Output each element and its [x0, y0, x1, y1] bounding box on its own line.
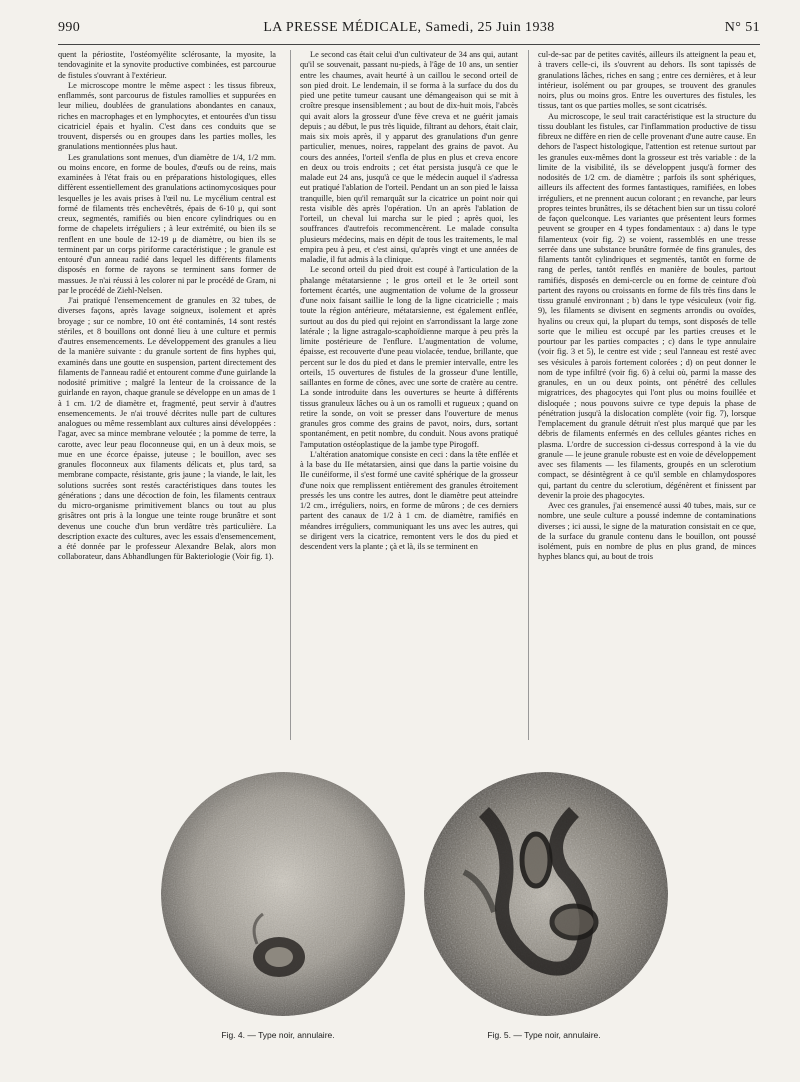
paragraph: Le second orteil du pied droit est coupé à l'articulation de la phalange métatarsienne ; le gros orteil et le 3e orteil sont fortement écartés, une augmentation de volume de la grosseur d'une noix faisant saillie le long de la ligne cicatricielle ; mais toute la région antérieure, métatarsienne, est également enflée, surtout au dos du pied qui rejoint en s'arrondissant la large zone latérale ; la ligne astragalo-scaphoïdienne marque à peu près la limite postérieure de l'enflure. L'augmentation de volume, épaisse, est recouverte d'une peau violacée, tendue, brillante, que percent sur le dos du pied et dans le premier intervalle, entre les orteils, 15 ouvertures de fistules de la grosseur d'une lentille, saillantes en forme de cônes, avec une sorte de cratère au centre. La sonde introduite dans les ouvertures se heurte à différents tissus granuleux lâches ou à un os ramolli et rugueux ; quand on retire la sonde, on voit se presser dans l'ouverture de menus granules gros comme des grains de pavot, noirs, durs, sortant spontanément, en petit nombre, du conduit. Nous avons pratiqué l'amputation ostéoplastique de la jambe type Pirogoff.	[300, 265, 518, 449]
journal-title: LA PRESSE MÉDICALE, Samedi, 25 Juin 1938	[263, 20, 555, 35]
paragraph: Le microscope montre le même aspect : les tissus fibreux, enflammés, sont parcourus de fistules ramollies et suppurées en leur milieu, doublées de granulations abondantes en canaux, riches en macrophages et en lymphocytes, et entourées d'un tissu cicatriciel épais et hyalin. C'est dans ces conduits que se trouvent, dispersés ou en groupes dans les parties molles, les granulations mentionnées plus haut.	[58, 80, 276, 152]
figure-5-micrograph	[424, 772, 668, 1016]
page-number: 990	[58, 20, 81, 35]
issue-number: N° 51	[724, 20, 760, 35]
text-column-2	[300, 50, 518, 742]
paragraph: Au microscope, le seul trait caractéristique est la structure du tissu doublant les fistules, car l'inflammation productive de tissu fibreux ne diffère en rien de celle provenant d'une autre cause. En dehors de l'aspect histologique, l'attention est retenue surtout par les granules eux-mêmes dont la grosseur est très variable : de la limite de la visibilité, ils se développent jusqu'à former des nodosités de 1/2 cm. de diamètre ; parfois ils sont sphériques, ailleurs ils affectent des formes fantastiques, ramifiées, en lobes irréguliers, et ne prennent aucun colorant ; en revanche, par leurs propres teintes brunâtres, ils se détachent bien sur un tissu coloré de façon quelconque. Les variantes que présentent leurs formes peuvent se grouper en 4 types fondamentaux : a) dans le type filamenteux (voir fig. 2) se voient, rassemblés en une tresse serrée dans une substance brunâtre formée de fins granules, des filaments tantôt cylindriques et segmentés, tantôt en forme de rang de perles, tantôt renflés en manière de boules, partout ramifiés, disposés en demi-cercle ou en forme de ceinture d'où partent des rayons ou croissants en forme de fils très fins dans le tissu granulé environnant ; b) dans le type vésiculeux (voir fig. 9), les filaments se divisent en segments arrondis ou ovoïdes, hyalins ou creux qui, la plupart du temps, sont disposés de telle sorte que le milieu est occupé par les parties creuses et le pourtour par les parties compactes ; c) dans le type annulaire (voir fig. 3 et 5), le centre est vide ; seul l'anneau est resté avec ses vésicules à parois fortement colorées ; d) on peut donner le nom de type infiltré (voir fig. 6) à celui où, parmi la masse des granules, en un ou deux points, ont pénétré des cellules migratrices, des phagocytes qui l'ont plus ou moins fouillée et disloquée ; nous pouvons suivre ce type depuis la phase de pénétration jusqu'à la dislocation complète (voir fig. 7), lorsque l'emplacement du granule détruit n'est plus marqué que par les débris de filaments enfermés en des cellules géantes riches en plasma. L'ordre de succession ci-dessus correspond à la vie du granule — le jeune granule robuste est en voie de développement avec ses filaments — les filaments, groupés en un sclerotium compact, se désintègrent à ce qu'il semble en chlamydospores qui, partant du centre du sclerotium, dégénèrent et finissent par devenir la proie des phagocytes.	[538, 111, 756, 500]
paragraph: Avec ces granules, j'ai ensemencé aussi 40 tubes, mais, sur ce nombre, une seule culture a poussé indemne de contaminations diverses ; ici aussi, le signe de la maturation consistait en ce que, de la surface du granule contenu dans le bouillon, ont poussé isolément, puis en nombre de plus en plus grand, de minces hyphes blancs qui, au bout de trois	[538, 501, 756, 562]
page-header	[58, 20, 760, 40]
text-column-3	[538, 50, 756, 742]
figure-5-caption: Fig. 5. — Type noir, annulaire.	[487, 1030, 601, 1040]
paragraph: L'altération anatomique consiste en ceci : dans la tête enflée et à la base du IIe métatarsien, ainsi que dans la partie voisine du IIe cunéiforme, il s'est formé une cavité sphérique de la grosseur d'une noix que remplissent entièrement des granules étroitement pressés les uns contre les autres, dont le diamètre peut atteindre 1/2 cm., irréguliers, noirs, en forme de mûrons ; de ces derniers partent des canaux de 1/2 à 1 cm. de diamètre, ramifiés en méandres irréguliers, communiquant les uns avec les autres, qui se dirigent vers la cicatrice, remontent vers le dos du pied et descendent vers la plante ; çà et là, ils se terminent en	[300, 449, 518, 551]
column-divider	[290, 50, 291, 740]
paragraph: quent la périostite, l'ostéomyélite sclérosante, la myosite, la tendovaginite et la synovite productive combinées, est parcourue de fistules s'ouvrant à l'extérieur.	[58, 50, 276, 80]
micrograph-annular-granule-image	[161, 772, 405, 1016]
text-column-1	[58, 50, 276, 742]
header-rule	[58, 44, 760, 45]
paragraph: cul-de-sac par de petites cavités, ailleurs ils atteignent la peau et, à travers celle-ci, ils s'ouvrent au dehors. Ils sont tapissés de granulations lâches, riches en sang ; entre ces dernières, et à leur intérieur, isolément ou par groupes, se trouvent des granules noirs, plus ou moins gros. Entre les ouvertures des fistules, les tissus, tant os que parties molles, se sont cicatrisés.	[538, 50, 756, 111]
paragraph: Le second cas était celui d'un cultivateur de 34 ans qui, autant qu'il se souvenait, passant nu-pieds, à l'âge de 10 ans, un sentier entre les chaumes, avait heurté à un caillou le second orteil de son pied droit. Le lendemain, il se forma à la surface du dos du pied une petite tumeur causant une démangeaison qui se mit à croître presque insensiblement ; au bout de dix-huit mois, l'abcès qui avait alors la grosseur d'une fève creva et ne guérit jamais depuis ; au début, le pus très liquide, filtrant au dehors, était clair, mais six mois après, il y apparut des granulations d'un genre particulier, menues, noires, rappelant des grains de pavot. Au cours des années, l'orteil s'enfla de plus en plus et creva encore en deux ou trois endroits ; cet état persista jusqu'à ce que le malade eut 24 ans, jusqu'à ce que le médecin auquel il s'adressa eut pratiqué l'ablation de l'orteil. Pendant un an son pied le laissa tranquille, bien qu'il remarquât sur la cicatrice un point noir qui resta visible dès après l'opération. Un an après l'ablation de l'orteil, un cheval lui marcha sur le pied ; après quoi, les souffrances d'autrefois recommencèrent. Le malade consulta plusieurs médecins, mais en dépit de tous les traitements, le mal empira peu à peu, et c'est ainsi, qu'après vingt et une années de maladie, il fut admis à la clinique.	[300, 50, 518, 264]
paragraph: J'ai pratiqué l'ensemencement de granules en 32 tubes, de diverses façons, après lavage soigneux, isolement et après broyage ; sur ce nombre, 10 ont été contaminés, 14 sont restés stériles, et 8 bouillons ont donné lieu à une culture et permis d'autres ensemencements. Le développement des granules a lieu de la manière suivante : du granule sortent de fins hyphes qui, examinés dans une goutte en suspension, partent directement des filaments de l'anneau radié et entourent comme d'une guirlande la nodosité primitive ; malgré la lenteur de la croissance de la guirlande en rayon, chaque granule se développe en un amas de 1 à 1 cm. 1/2 de diamètre et, fragmenté, peut servir à d'autres ensemencements. Je n'ai trouvé décrites nulle part de cultures analogues ou même ressemblant aux cultures ainsi développées : l'agar, avec sa mince membrane veloutée ; la pomme de terre, la carotte, avec leur peau floconneuse qui, en un à deux mois, se mue en une écorce épaisse, juteuse ; le bouillon, avec ses granules floconneux aux filaments délicats et, plus tard, sa membrane compacte, résistante, gris jaune ; la viande, le lait, les solutions sucrées sont restés caractéristiques dans toutes les générations ; dans une décoction de foin, les filaments centraux du micro-organisme primitivement blancs ou tout au plus grisâtres ont pris à la longue une teinte rouge brunâtre et sont devenus une couche d'un brun verdâtre très particulière. La description exacte des cultures, avec les essais d'ensemencement, a été donnée par le professeur Alexandre Belak, alors mon collaborateur, dans Abhandlungen für Bakteriologie (Voir fig. 1).	[58, 296, 276, 562]
figure-4-caption: Fig. 4. — Type noir, annulaire.	[221, 1030, 335, 1040]
column-divider	[528, 50, 529, 740]
figure-4-micrograph	[161, 772, 405, 1016]
micrograph-dark-ring-image	[424, 772, 668, 1016]
paragraph: Les granulations sont menues, d'un diamètre de 1/4, 1/2 mm. ou moins encore, en forme de boules, d'œufs ou de reins, mais examinées à l'état frais ou en préparations histologiques, elles diffèrent essentiellement des granulations actinomycosiques pour lesquelles je les avais prises à l'œil nu. Le mycélium central est formé de filaments très enchevêtrés, épais de 6-10 μ, qui sont creux, segmentés, ramifiés ou bien encore cylindriques ou en forme de chapelets irréguliers ; à leur extrémité, ou bien ils se renflent en une boule de 12-19 μ de diamètre, ou bien ils se terminent par un corps piriforme caractéristique ; le granule est entouré d'un anneau radié dans lequel les différents filaments disposés en forme de rayons se terminent sans former de massues. Je n'ai réussi à les colorer ni par le procédé de Gram, ni par le procédé de Ziehl-Nelsen.	[58, 152, 276, 295]
